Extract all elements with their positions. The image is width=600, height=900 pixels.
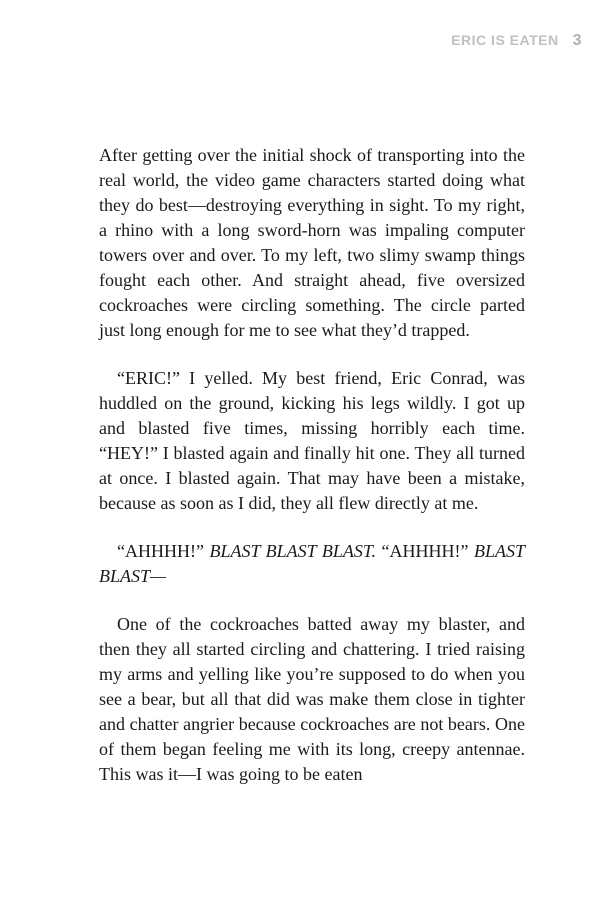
paragraph-text: “AHHHH!” [117,541,210,561]
running-head [451,32,582,50]
paragraph-text: “AHHHH!” [376,541,474,561]
page-body [99,143,525,787]
paragraph-italic-text: BLAST BLAST— [99,541,525,586]
page-number: 3 [572,32,582,49]
paragraph [99,612,525,787]
paragraph [99,143,525,343]
paragraph-italic-text: BLAST BLAST BLAST. [209,541,377,561]
paragraph-text: “ERIC!” I yelled. My best friend, Eric Conrad, was huddled on the ground, kicking his legs wildly. I got up and blasted five times, missing horribly each time. “HEY!” I blasted again and finally hit one. They all turned at once. I blasted again. That may have been a mistake, because as soon as I did, they all flew directly at me. [99,368,525,513]
running-title: ERIC IS EATEN [451,32,559,48]
paragraph-text: After getting over the initial shock of transporting into the real world, the video game characters started doing what they do best—destroying everything in sight. To my right, a rhino with a long sword-horn was impaling computer towers over and over. To my left, two slimy swamp things fought each other. And straight ahead, five oversized cockroaches were circling something. The circle parted just long enough for me to see what they’d trapped. [99,145,525,340]
paragraph [99,366,525,516]
paragraph-text: One of the cockroaches batted away my blaster, and then they all started circling and chattering. I tried raising my arms and yelling like you’re supposed to do when you see a bear, but all that did was make them close in tighter and chatter angrier because cockroaches are not bears. One of them began feeling me with its long, creepy antennae. This was it—I was going to be eaten [99,614,525,784]
paragraph [99,539,525,589]
